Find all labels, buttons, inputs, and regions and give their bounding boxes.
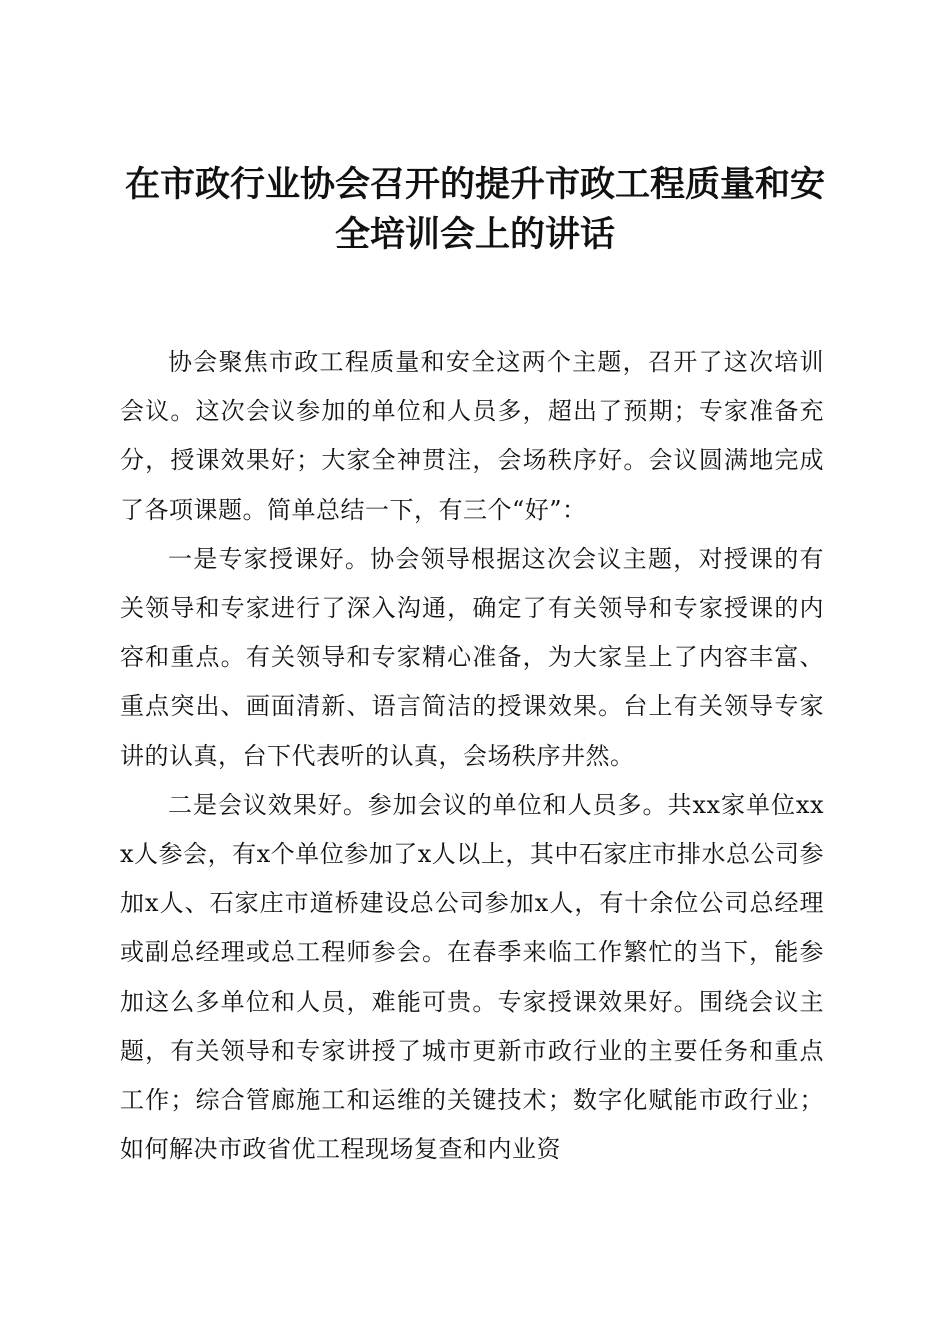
paragraph-point-one: 一是专家授课好。协会领导根据这次会议主题，对授课的有关领导和专家进行了深入沟通，确定了有关领导和专家授课的内容和重点。有关领导和专家精心准备，为大家呈上了内容丰富、重点突出、画面清新、语言简洁的授课效果。台上有关领导专家讲的认真，台下代表听的认真，会场秩序井然。 (120, 544, 824, 770)
paragraph-point-two: 二是会议效果好。参加会议的单位和人员多。共xx家单位xxx人参会，有x个单位参加了x人以上，其中石家庄市排水总公司参加x人、石家庄市道桥建设总公司参加x人，有十余位公司总经理或副总经理或总工程师参会。在春季来临工作繁忙的当下，能参加这么多单位和人员，难能可贵。专家授课效果好。围绕会议主题，有关领导和专家讲授了城市更新市政行业的主要任务和重点工作；综合管廊施工和运维的关键技术；数字化赋能市政行业；如何解决市政省优工程现场复查和内业资 (120, 790, 824, 1164)
paragraph-intro: 协会聚焦市政工程质量和安全这两个主题，召开了这次培训会议。这次会议参加的单位和人员多，超出了预期；专家准备充分，授课效果好；大家全神贯注，会场秩序好。会议圆满地完成了各项课题。简单总结一下，有三个“好”： (120, 348, 824, 524)
document-title: 在市政行业协会召开的提升市政工程质量和安全培训会上的讲话 (124, 164, 825, 255)
document-body (120, 338, 824, 1174)
